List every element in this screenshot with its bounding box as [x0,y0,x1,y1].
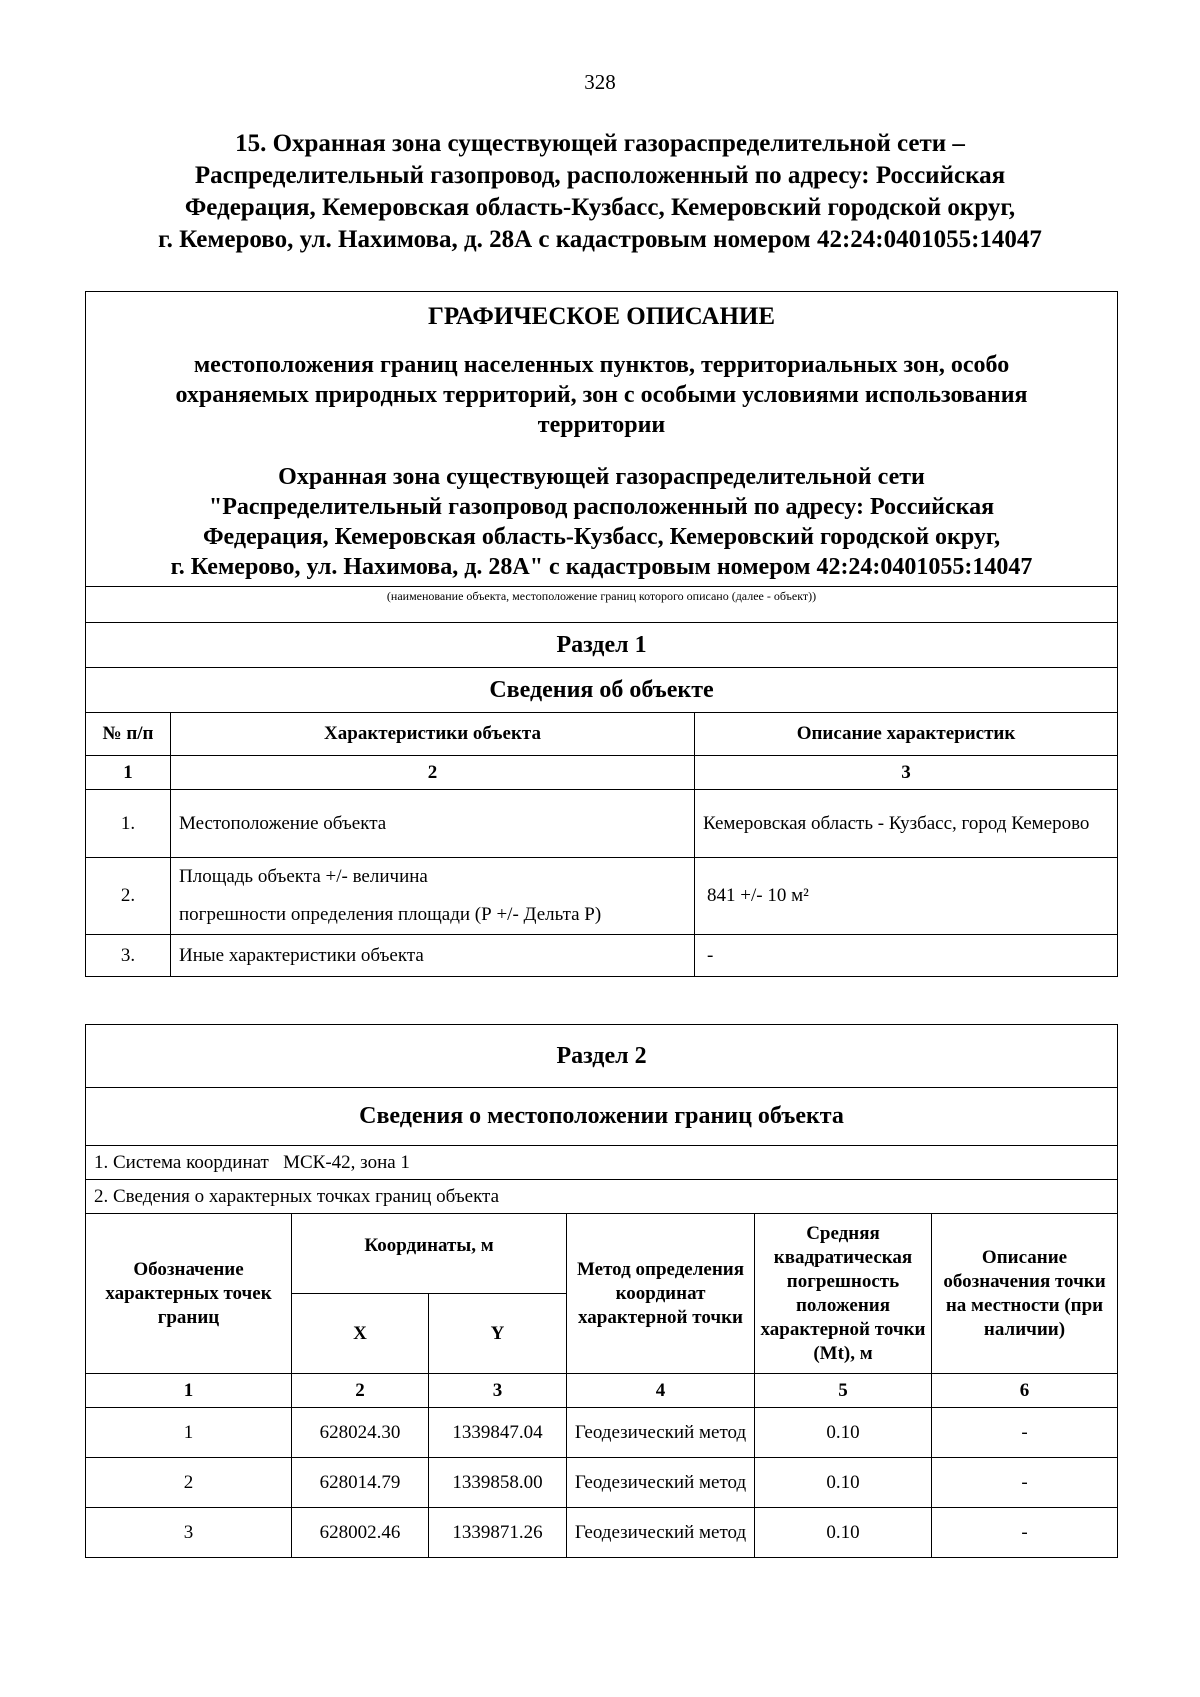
col-number: 3 [429,1374,567,1408]
row-characteristic-line: Площадь объекта +/- величина [179,866,428,887]
object-note: (наименование объекта, местоположение границ которого описано (далее - объект)) [86,587,1118,623]
point-description: - [932,1508,1118,1558]
point-x: 628002.46 [292,1508,429,1558]
header-y: Y [429,1294,567,1374]
point-x: 628014.79 [292,1458,429,1508]
point-method: Геодезический метод [567,1458,755,1508]
point-accuracy: 0.10 [755,1508,932,1558]
row-num: 2. [86,858,171,935]
table-row [86,1408,1118,1458]
table-row [86,1458,1118,1508]
header-method: Метод определения координат характерной точки [567,1214,755,1374]
col-number: 6 [932,1374,1118,1408]
row-characteristic: Иные характеристики объекта [171,935,695,977]
subtitle-line: охраняемых природных территорий, зон с особыми условиями использования [175,382,1028,408]
document-heading [60,128,1140,256]
point-id: 2 [86,1458,292,1508]
page-number: 328 [584,70,616,94]
col-number: 1 [86,1374,292,1408]
row-description: Кемеровская область - Кузбасс, город Кемерово [695,790,1118,858]
object-line: Охранная зона существующей газораспределительной сети [278,464,925,490]
header-point-description: Описание обозначения точки на местности (при наличии) [932,1214,1118,1374]
point-accuracy: 0.10 [755,1458,932,1508]
object-name [86,440,1117,586]
section2-title: Раздел 2 [86,1025,1118,1088]
object-line: Федерация, Кемеровская область-Кузбасс, Кемеровский городской округ, [202,524,1001,550]
section1-subtitle: Сведения об объекте [86,668,1118,713]
section2-table [85,1024,1118,1558]
header-num: № п/п [86,713,171,756]
header-accuracy: Средняя квадратическая погрешность положения характерной точки (Mt), м [755,1214,932,1374]
points-label: 2. Сведения о характерных точках границ объекта [86,1180,1118,1214]
row-description: - [695,935,1118,977]
col-number: 2 [292,1374,429,1408]
row-characteristic [171,858,695,935]
header-characteristics: Характеристики объекта [171,713,695,756]
subtitle-line: территории [537,412,666,438]
heading-line: Распределительный газопровод, расположенный по адресу: Российская [194,162,1006,189]
point-method: Геодезический метод [567,1408,755,1458]
table-row [86,790,1118,858]
point-y: 1339871.26 [429,1508,567,1558]
point-description: - [932,1408,1118,1458]
col-number: 1 [86,756,171,790]
graphic-description-title: ГРАФИЧЕСКОЕ ОПИСАНИЕ [427,303,776,330]
row-num: 3. [86,935,171,977]
row-description: 841 +/- 10 м² [695,858,1118,935]
point-accuracy: 0.10 [755,1408,932,1458]
subtitle-line: местоположения границ населенных пунктов, территориальных зон, особо [193,352,1010,378]
col-number: 2 [171,756,695,790]
section1-title: Раздел 1 [86,623,1118,668]
section1-table [85,291,1118,977]
point-id: 3 [86,1508,292,1558]
table-row [86,1508,1118,1558]
graphic-description-block [86,292,1118,587]
col-number: 3 [695,756,1118,790]
header-designation: Обозначение характерных точек границ [86,1214,292,1374]
point-id: 1 [86,1408,292,1458]
point-y: 1339858.00 [429,1458,567,1508]
heading-line: 15. Охранная зона существующей газораспределительной сети – [235,130,965,157]
heading-line: г. Кемерово, ул. Нахимова, д. 28А с кадастровым номером 42:24:0401055:14047 [158,226,1042,253]
coordinate-system [86,1146,1118,1180]
header-description: Описание характеристик [695,713,1118,756]
header-x: X [292,1294,429,1374]
coordinate-system-label: 1. Система координат [94,1151,269,1173]
point-description: - [932,1458,1118,1508]
object-line: г. Кемерово, ул. Нахимова, д. 28А" с кадастровым номером 42:24:0401055:14047 [170,554,1033,580]
header-coordinates: Координаты, м [292,1214,567,1294]
col-number: 4 [567,1374,755,1408]
table-row [86,858,1118,935]
point-method: Геодезический метод [567,1508,755,1558]
col-number: 5 [755,1374,932,1408]
row-characteristic-line: погрешности определения площади (Р +/- Дельта Р) [179,904,602,925]
table-row [86,935,1118,977]
row-num: 1. [86,790,171,858]
object-line: "Распределительный газопровод расположенный по адресу: Российская [208,494,995,520]
graphic-description-subtitle [86,332,1117,440]
row-characteristic: Местоположение объекта [171,790,695,858]
point-x: 628024.30 [292,1408,429,1458]
section2-subtitle: Сведения о местоположении границ объекта [86,1088,1118,1146]
heading-line: Федерация, Кемеровская область-Кузбасс, Кемеровский городской округ, [184,194,1016,221]
coordinate-system-value: МСК-42, зона 1 [283,1151,410,1173]
point-y: 1339847.04 [429,1408,567,1458]
